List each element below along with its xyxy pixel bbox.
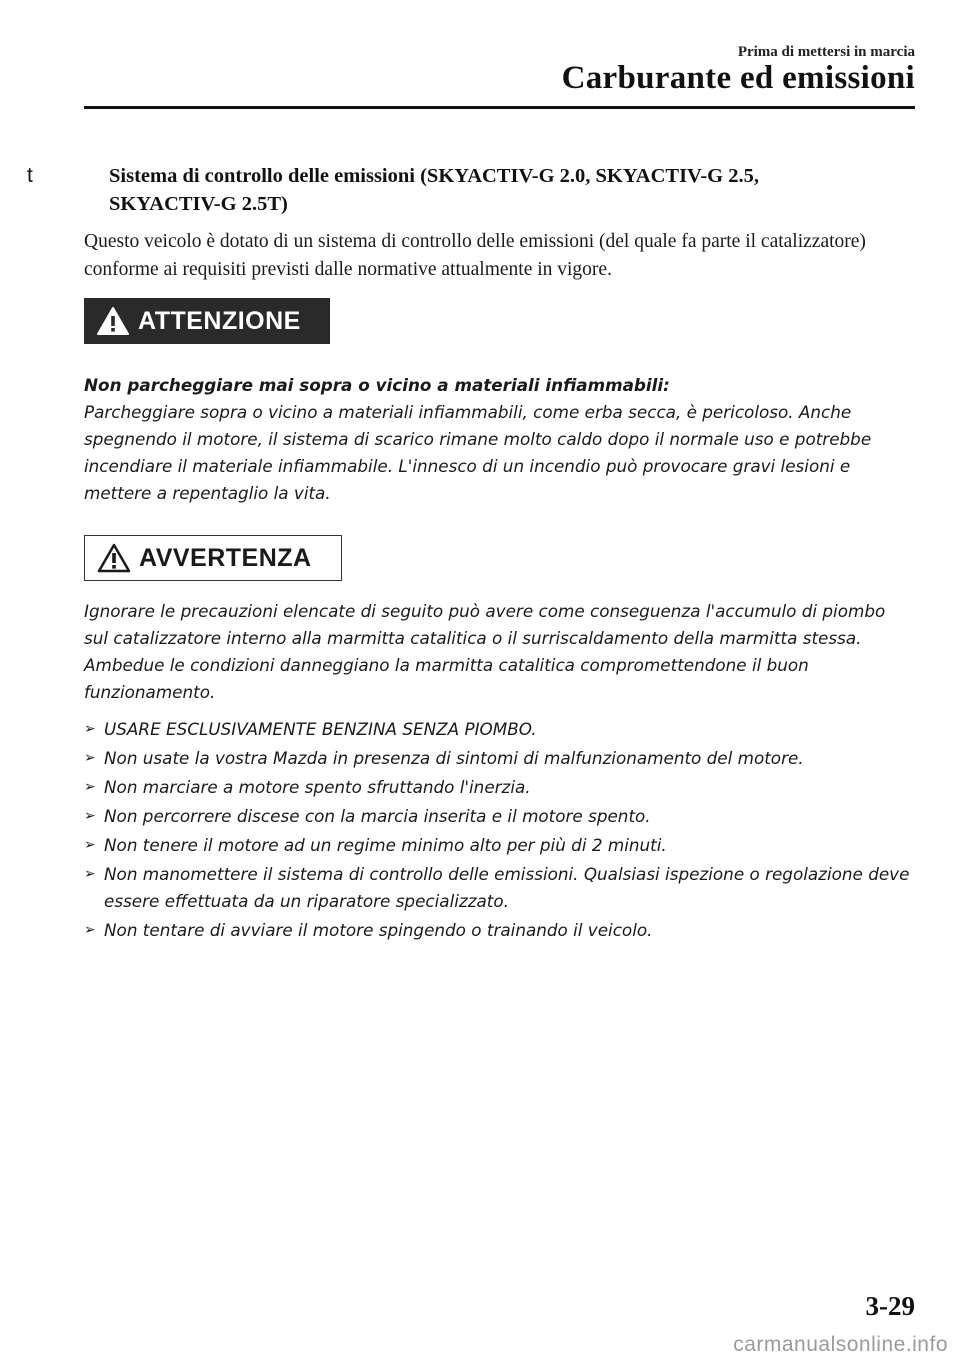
list-item: ➢ Non tentare di avviare il motore spingendo o trainando il veicolo. bbox=[84, 917, 914, 944]
page-number: 3-29 bbox=[865, 1291, 915, 1321]
arrow-right-icon: ➢ bbox=[84, 837, 96, 853]
caution-banner bbox=[84, 535, 342, 581]
list-item: ➢ Non marciare a motore spento sfruttando l'inerzia. bbox=[84, 774, 914, 801]
heading-line-2: SKYACTIV-G 2.5T) bbox=[109, 193, 288, 215]
arrow-right-icon: ➢ bbox=[84, 750, 96, 766]
header-divider bbox=[84, 106, 915, 109]
header-subtitle: Prima di mettersi in marcia bbox=[737, 44, 915, 60]
warning-body: Parcheggiare sopra o vicino a materiali infiammabili, come erba secca, è pericoloso. Anche spegnendo il motore, il sistema di scarico rimane molto caldo dopo il normale uso e potrebbe incendiare il materiale infiammabile. L'innesco di un incendio può provocare gravi lesioni e mettere a repentaglio la vita. bbox=[84, 402, 872, 503]
warning-bold-line: Non parcheggiare mai sopra o vicino a materiali infiammabili: bbox=[84, 375, 670, 395]
arrow-right-icon: ➢ bbox=[84, 866, 96, 882]
list-item: ➢ USARE ESCLUSIVAMENTE BENZINA SENZA PIOMBO. bbox=[84, 716, 914, 743]
warning-triangle-icon bbox=[96, 306, 130, 336]
warning-text bbox=[84, 372, 914, 507]
arrow-right-icon: ➢ bbox=[84, 721, 96, 737]
caution-label: AVVERTENZA bbox=[139, 543, 312, 572]
intro-paragraph: Questo veicolo è dotato di un sistema di controllo delle emissioni (del quale fa parte il catalizzatore) conforme ai requisiti previsti dalle normative attualmente in vigore. bbox=[84, 231, 866, 280]
heading-line-1: Sistema di controllo delle emissioni (SKYACTIV-G 2.0, SKYACTIV-G 2.5, bbox=[109, 165, 759, 187]
watermark: carmanualsonline.info bbox=[733, 1333, 948, 1356]
list-item: ➢ Non tenere il motore ad un regime minimo alto per più di 2 minuti. bbox=[84, 832, 914, 859]
warning-triangle-icon bbox=[97, 543, 131, 573]
arrow-right-icon: ➢ bbox=[84, 779, 96, 795]
section-heading bbox=[27, 162, 827, 218]
page-title: Carburante ed emissioni bbox=[561, 60, 915, 96]
arrow-right-icon: ➢ bbox=[84, 808, 96, 824]
section-heading-text bbox=[109, 162, 759, 218]
caution-text: Ignorare le precauzioni elencate di seguito può avere come conseguenza l'accumulo di piombo sul catalizzatore interno alla marmitta catalitica o il surriscaldamento della marmitta stessa. Ambedue le condizioni danneggiano la marmitta catalitica compromettendone il buon funzionamento. bbox=[84, 601, 886, 702]
list-item: ➢ Non usate la vostra Mazda in presenza di sintomi di malfunzionamento del motore. bbox=[84, 745, 914, 772]
warning-label: ATTENZIONE bbox=[138, 306, 301, 335]
arrow-right-icon: ➢ bbox=[84, 922, 96, 938]
list-item: ➢ Non percorrere discese con la marcia inserita e il motore spento. bbox=[84, 803, 914, 830]
list-item: ➢ Non manomettere il sistema di controllo delle emissioni. Qualsiasi ispezione o regolazione deve essere effettuata da un riparatore specializzato. bbox=[84, 861, 914, 915]
warning-banner bbox=[84, 298, 330, 344]
caution-list bbox=[84, 716, 914, 946]
section-bullet: t bbox=[27, 164, 33, 187]
